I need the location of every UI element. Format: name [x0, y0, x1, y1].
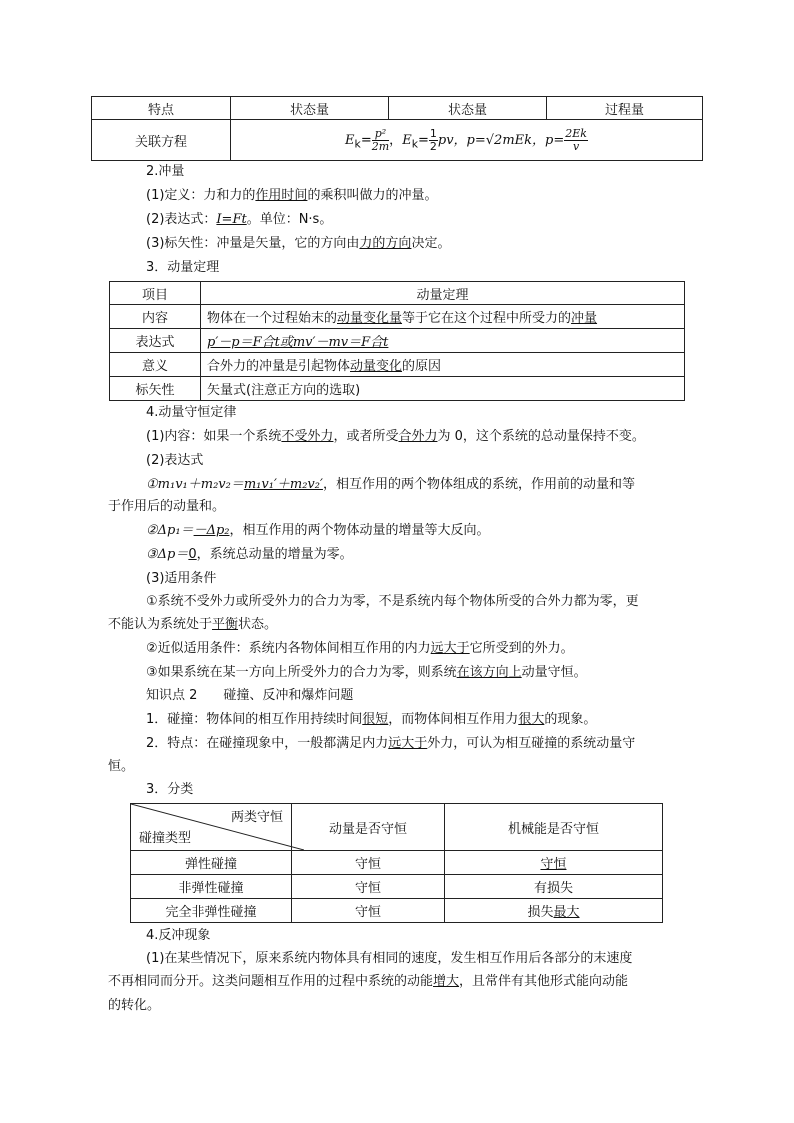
table-cell: 过程量	[547, 97, 703, 120]
text: ①m₁v₁＋m₂v₂＝	[146, 477, 244, 492]
table-cell: 项目	[110, 282, 201, 305]
text: ，相互作用的两个物体组成的系统，作用前的动量和等	[322, 477, 635, 492]
paragraph	[146, 545, 353, 565]
paragraph	[146, 427, 645, 447]
formula-text: E	[402, 132, 412, 148]
text: ③Δp＝	[146, 547, 189, 562]
formula-cell	[231, 120, 703, 161]
text: 为 0，这个系统的总动量保持不变。	[437, 429, 645, 444]
paragraph: (3)适用条件	[146, 571, 217, 586]
table-cell: 机械能是否守恒	[445, 804, 663, 851]
formula-text: p=	[545, 132, 565, 148]
text: 决定。	[411, 236, 451, 251]
underlined-text: 平衡	[212, 617, 239, 632]
fraction	[372, 128, 389, 153]
formula-text: ，	[389, 132, 403, 148]
paragraph	[146, 186, 437, 206]
underlined-text: 动量变化量	[337, 311, 403, 326]
text: 物体在一个过程始末的	[207, 311, 338, 326]
fraction-denominator: 2m	[371, 139, 390, 153]
fraction	[429, 128, 438, 153]
table-cell: 守恒	[292, 899, 445, 923]
header-label: 两类守恒	[230, 810, 283, 825]
formula-text: pv，	[437, 132, 467, 148]
table-cell: 非弹性碰撞	[131, 875, 292, 899]
text: 的乘积叫做力的冲量。	[307, 188, 438, 203]
text: 的原因	[402, 359, 442, 374]
text: ②近似适用条件：系统内各物体间相互作用的内力	[146, 641, 431, 656]
section-heading: 4.动量守恒定律	[146, 405, 237, 420]
table-cell: 特点	[92, 97, 231, 120]
underlined-text: 力的方向	[359, 236, 412, 251]
table-cell: 弹性碰撞	[131, 851, 292, 875]
text: (1)定义：力和力的	[146, 188, 256, 203]
section-heading: 3．动量定理	[146, 260, 220, 275]
underlined-text: 冲量	[571, 311, 598, 326]
text: (1)内容：如果一个系统	[146, 429, 282, 444]
fraction-denominator: 2	[429, 139, 437, 153]
table-cell: 守恒	[445, 851, 663, 875]
underlined-text: －Δp₂	[193, 523, 230, 538]
paragraph: 于作用后的动量和。	[108, 499, 226, 514]
paragraph	[146, 710, 596, 730]
table-cell	[445, 899, 663, 923]
underlined-text: I=Ft	[216, 212, 247, 227]
table-cell: 动量定理	[201, 282, 685, 305]
underlined-text: 增大	[433, 974, 460, 989]
table-cell: 动量是否守恒	[292, 804, 445, 851]
table-cell: 矢量式(注意正方向的选取)	[201, 377, 685, 401]
formula-sub: k	[411, 137, 418, 151]
table-cell: 表达式	[110, 329, 201, 353]
relation-table	[91, 96, 703, 161]
paragraph	[146, 210, 332, 230]
underlined-text: 很大	[518, 712, 545, 727]
table-cell: p′－p＝F合t或mv′－mv＝F合t	[201, 329, 685, 353]
text: ，且常伴有其他形式能向动能	[459, 974, 629, 989]
text: 不能认为系统处于	[108, 617, 213, 632]
fraction	[564, 128, 588, 153]
underlined-text: m₁v₁′＋m₂v₂′	[243, 477, 323, 492]
section-heading: 2.冲量	[146, 164, 185, 179]
underlined-text: 作用时间	[255, 188, 308, 203]
text: 它所受到的外力。	[469, 641, 574, 656]
text: 损失	[527, 905, 554, 920]
text: 状态。	[238, 617, 278, 632]
theorem-table	[109, 281, 685, 401]
formula-text: =	[360, 132, 372, 148]
underlined-text: 合外力	[398, 429, 438, 444]
paragraph	[108, 615, 277, 635]
header-label: 碰撞类型	[139, 831, 192, 846]
text: (3)标矢性：冲量是矢量，它的方向由	[146, 236, 360, 251]
table-cell: 守恒	[292, 851, 445, 875]
table-cell: 守恒	[292, 875, 445, 899]
text: 1．碰撞：物体间的相互作用持续时间	[146, 712, 363, 727]
table-cell: 有损失	[445, 875, 663, 899]
table-cell: 内容	[110, 305, 201, 329]
text: ③如果系统在某一方向上所受外力的合力为零，则系统	[146, 665, 457, 680]
paragraph: 3．分类	[146, 782, 194, 797]
formula-text: =	[417, 132, 429, 148]
underlined-text: 在该方向上	[456, 665, 522, 680]
paragraph	[146, 234, 450, 254]
fraction-numerator: 2Ek	[565, 126, 587, 140]
text: ，或者所受	[333, 429, 399, 444]
paragraph: (2)表达式	[146, 453, 204, 468]
paragraph	[146, 475, 635, 495]
fraction-denominator: v	[572, 139, 580, 153]
paragraph: 恒。	[108, 759, 135, 774]
text: ②Δp₁＝	[146, 523, 194, 538]
text: (2)表达式：	[146, 212, 217, 227]
text: 2．特点：在碰撞现象中，一般都满足内力	[146, 736, 389, 751]
table-cell: 关联方程	[92, 120, 231, 161]
text: 外力，可认为相互碰撞的系统动量守	[427, 736, 636, 751]
text: 等于它在这个过程中所受力的	[402, 311, 572, 326]
table-cell: 状态量	[389, 97, 547, 120]
paragraph: 的转化。	[108, 998, 161, 1013]
diagonal-header-cell	[131, 804, 292, 851]
collision-table	[130, 803, 663, 923]
text: ，系统总动量的增量为零。	[196, 547, 353, 562]
underlined-text: 0	[188, 547, 197, 562]
paragraph: ①系统不受外力或所受外力的合力为零，不是系统内每个物体所受的合外力都为零，更	[146, 594, 639, 609]
table-cell	[201, 353, 685, 377]
text: 的现象。	[544, 712, 597, 727]
table-cell: 标矢性	[110, 377, 201, 401]
table-cell: 意义	[110, 353, 201, 377]
table-cell: 完全非弹性碰撞	[131, 899, 292, 923]
text: 不再相同而分开。这类问题相互作用的过程中系统的动能	[108, 974, 434, 989]
fraction-numerator: 1	[429, 126, 437, 140]
table-cell	[201, 305, 685, 329]
underlined-text: 不受外力	[281, 429, 334, 444]
underlined-text: 动量变化	[350, 359, 403, 374]
formula-sub: k	[354, 137, 361, 151]
formula-text: E	[345, 132, 355, 148]
underlined-text: 很短	[362, 712, 389, 727]
section-heading: 知识点 2 碰撞、反冲和爆炸问题	[146, 688, 354, 703]
underlined-text: 远大于	[388, 736, 428, 751]
paragraph	[146, 639, 574, 659]
paragraph	[146, 734, 635, 754]
section-heading: 4.反冲现象	[146, 928, 211, 943]
paragraph	[108, 972, 628, 992]
paragraph	[146, 663, 587, 683]
text: ，而物体间相互作用力	[388, 712, 519, 727]
text: 合外力的冲量是引起物体	[207, 359, 351, 374]
text: 动量守恒。	[521, 665, 587, 680]
underlined-text: 远大于	[430, 641, 470, 656]
table-cell: 状态量	[231, 97, 389, 120]
fraction-numerator: p²	[372, 128, 389, 141]
paragraph	[146, 521, 490, 541]
underlined-text: 最大	[553, 905, 580, 920]
text: 。单位：N·s。	[246, 212, 333, 227]
text: ，相互作用的两个物体动量的增量等大反向。	[229, 523, 490, 538]
paragraph: (1)在某些情况下，原来系统内物体具有相同的速度，发生相互作用后各部分的末速度	[146, 951, 633, 966]
formula-text: p=√2mEk，	[466, 132, 546, 148]
